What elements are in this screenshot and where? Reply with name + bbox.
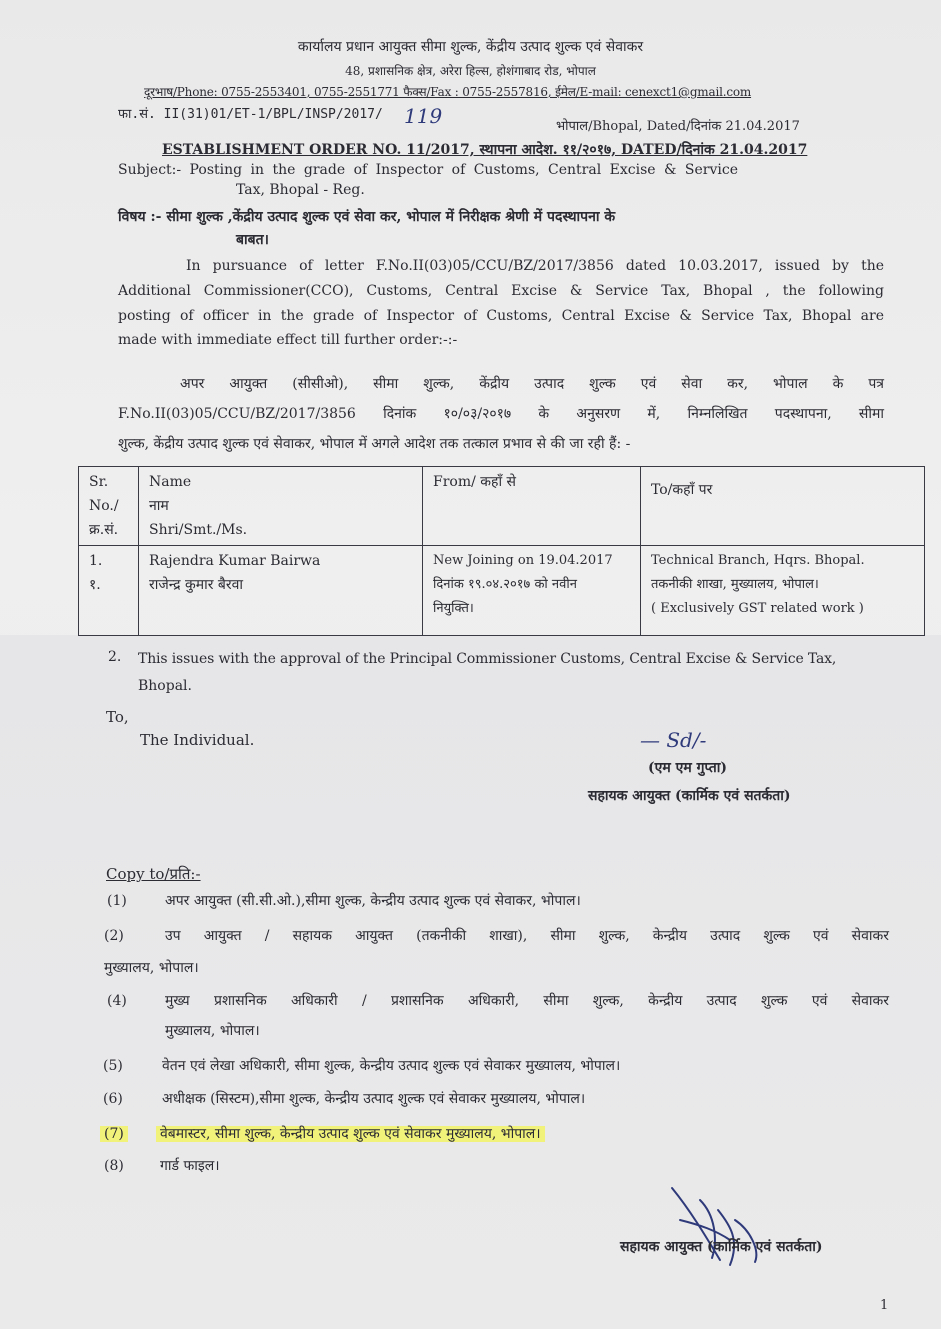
row-to: [641, 546, 925, 636]
header-sr-no: No./: [89, 498, 119, 514]
approval-number: 2.: [108, 649, 122, 665]
para-hi-line1: अपर आयुक्त (सीसीओ), सीमा शुल्क, केंद्रीय उत्पाद शुल्क एवं सेवा कर, भोपाल के पत्र: [180, 376, 884, 392]
header-sr: [79, 467, 139, 546]
header-name: [139, 467, 423, 546]
contact-line: दूरभाष/Phone: 0755-2553401, 0755-2551771 फैक्स/Fax : 0755-2557816, ईमेल/E-mail: cenexct1@gmail.com: [144, 85, 752, 99]
signatory-name: (एम एम गुप्ता): [648, 760, 728, 776]
office-title: कार्यालय प्रधान आयुक्त सीमा शुल्क, केंद्रीय उत्पाद शुल्क एवं सेवाकर: [297, 39, 644, 55]
copy-item-number: (8): [104, 1158, 124, 1174]
subject-hi-line1: विषय :- सीमा शुल्क ,केंद्रीय उत्पाद शुल्क एवं सेवा कर, भोपाल में निरीक्षक श्रेणी में पदस्थापना के: [118, 209, 616, 225]
footer-signatory-designation: सहायक आयुक्त (कार्मिक एवं सतर्कता): [620, 1239, 823, 1255]
header-name-hi: नाम: [149, 498, 169, 514]
signatory-designation: सहायक आयुक्त (कार्मिक एवं सतर्कता): [588, 788, 791, 804]
copy-item-text-highlight: वेबमास्टर, सीमा शुल्क, केन्द्रीय उत्पाद शुल्क एवं सेवाकर मुख्यालय, भोपाल।: [156, 1126, 545, 1142]
para-hi-line3: शुल्क, केंद्रीय उत्पाद शुल्क एवं सेवाकर, भोपाल में अगले आदेश तक तत्काल प्रभाव से की जा रही हैं: -: [118, 436, 631, 452]
header-name-title: Shri/Smt./Ms.: [149, 522, 248, 538]
office-address: 48, प्रशासनिक क्षेत्र, अरेरा हिल्स, होशंगाबाद रोड, भोपाल: [345, 64, 596, 78]
header-sr-hi: क्र.सं.: [89, 522, 119, 538]
row-from-hi-2: नियुक्ति।: [433, 601, 474, 616]
row-name-en: Rajendra Kumar Bairwa: [149, 553, 321, 569]
row-sr-en: 1.: [89, 553, 103, 569]
header-to-label: To/कहाँ पर: [651, 482, 713, 498]
copy-item-text-cont: मुख्यालय, भोपाल।: [165, 1023, 260, 1039]
row-sr-hi: १.: [89, 577, 101, 593]
row-to-hi: तकनीकी शाखा, मुख्यालय, भोपाल।: [651, 577, 819, 592]
row-from: [423, 546, 641, 636]
copy-item-number: (4): [107, 993, 127, 1009]
copy-item-text: अपर आयुक्त (सी.सी.ओ.),सीमा शुल्क, केन्द्रीय उत्पाद शुल्क एवं सेवाकर, भोपाल।: [165, 893, 581, 909]
file-number-handwritten: 119: [404, 104, 443, 128]
subject-en-line1: Subject:- Posting in the grade of Inspector of Customs, Central Excise & Service: [118, 162, 738, 178]
row-to-en: Technical Branch, Hqrs. Bhopal.: [651, 553, 865, 568]
header-name-en: Name: [149, 474, 192, 490]
copy-item-text: उप आयुक्त / सहायक आयुक्त (तकनीकी शाखा), सीमा शुल्क, केन्द्रीय उत्पाद शुल्क एवं सेवाकर: [165, 928, 889, 944]
table-row: [79, 546, 925, 636]
row-to-note: ( Exclusively GST related work ): [651, 601, 864, 616]
header-from-label: From/ कहाँ से: [433, 474, 517, 490]
copy-item-number: [100, 1126, 128, 1142]
copy-to-heading: Copy to/प्रति:-: [106, 865, 201, 883]
subject-en-line2: Tax, Bhopal - Reg.: [236, 182, 365, 198]
page-number: 1: [880, 1298, 889, 1313]
copy-item-number: (2): [104, 928, 124, 944]
header-to: [641, 467, 925, 546]
subject-hi-line2: बाबत।: [236, 232, 269, 248]
para-en-line3: posting of officer in the grade of Inspector of Customs, Central Excise & Service Tax, Bhopal are: [118, 308, 884, 324]
copy-item-text: अधीक्षक (सिस्टम),सीमा शुल्क, केन्द्रीय उत्पाद शुल्क एवं सेवाकर मुख्यालय, भोपाल।: [162, 1091, 586, 1107]
copy-item-number: (6): [103, 1091, 123, 1107]
to-label: To,: [106, 708, 129, 726]
posting-table: [78, 466, 925, 636]
copy-item-text: गार्ड फाइल।: [160, 1158, 220, 1174]
copy-item-text: [156, 1124, 545, 1143]
signature-sd: — Sd/-: [640, 728, 707, 752]
table-header-row: [79, 467, 925, 546]
copy-item-number: (1): [107, 893, 127, 909]
row-sr: [79, 546, 139, 636]
file-number: फा.सं. II(31)01/ET-1/BPL/INSP/2017/: [118, 107, 383, 122]
para-en-line2: Additional Commissioner(CCO), Customs, Central Excise & Service Tax, Bhopal , the following: [118, 283, 884, 299]
copy-item-number-highlight: (7): [100, 1126, 128, 1142]
handwritten-signature: [660, 1180, 780, 1270]
row-name: [139, 546, 423, 636]
place-date: भोपाल/Bhopal, Dated/दिनांक 21.04.2017: [556, 119, 800, 134]
row-from-hi: दिनांक १९.०४.२०१७ को नवीन: [433, 577, 577, 592]
copy-item-text: वेतन एवं लेखा अधिकारी, सीमा शुल्क, केन्द्रीय उत्पाद शुल्क एवं सेवाकर मुख्यालय, भोपाल।: [162, 1058, 621, 1074]
recipient-individual: The Individual.: [140, 731, 255, 749]
approval-line2: Bhopal.: [138, 678, 192, 694]
header-from: [423, 467, 641, 546]
para-en-line4: made with immediate effect till further order:-:-: [118, 332, 458, 348]
order-title: ESTABLISHMENT ORDER NO. 11/2017, स्थापना आदेश. ११/२०१७, DATED/दिनांक 21.04.2017: [162, 142, 808, 158]
para-en-line1: In pursuance of letter F.No.II(03)05/CCU/BZ/2017/3856 dated 10.03.2017, issued by the: [186, 258, 884, 274]
copy-item-text: मुख्य प्रशासनिक अधिकारी / प्रशासनिक अधिकारी, सीमा शुल्क, केन्द्रीय उत्पाद शुल्क एवं सेवाकर: [165, 993, 889, 1009]
copy-item-number: (5): [103, 1058, 123, 1074]
header-sr-en: Sr.: [89, 474, 109, 490]
copy-item-text-cont: मुख्यालय, भोपाल।: [104, 960, 199, 976]
approval-line1: This issues with the approval of the Principal Commissioner Customs, Central Excise & Service Tax,: [138, 651, 837, 667]
para-hi-line2: F.No.II(03)05/CCU/BZ/2017/3856 दिनांक १०/०३/२०१७ के अनुसरण में, निम्नलिखित पदस्थापना, सीमा: [118, 406, 884, 422]
row-from-en: New Joining on 19.04.2017: [433, 553, 613, 568]
row-name-hi: राजेन्द्र कुमार बैरवा: [149, 577, 244, 593]
